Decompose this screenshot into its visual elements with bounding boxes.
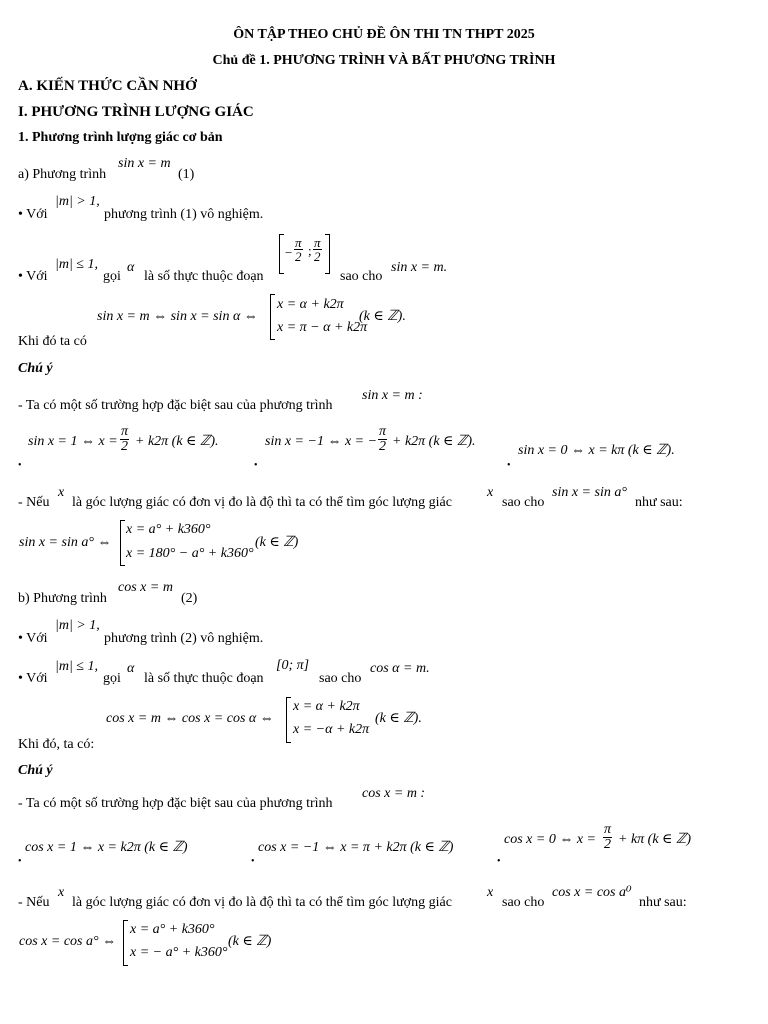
cos-special3-bullet: •	[497, 856, 501, 867]
sin-note-equation: sin x = m :	[362, 388, 423, 403]
sin-degree-x: x	[58, 485, 65, 500]
interval-right-bracket	[325, 234, 330, 274]
alpha-symbol: α	[127, 260, 135, 275]
cos-case2-equation: cos α = m.	[370, 661, 430, 676]
cos-case1-bullet: • Với	[18, 631, 48, 646]
cos-degree-text4: như sau:	[639, 895, 687, 910]
cos-degree-bracket	[123, 920, 128, 966]
sin-solution-row1: x = α + k2π	[277, 297, 344, 312]
sin-case2-equation: sin x = m.	[391, 260, 448, 275]
sin-special1-rhs: + k2π (k ∈ ℤ).	[135, 434, 219, 449]
sin-case2-text1: gọi	[103, 269, 121, 284]
sin-solution-lhs: sin x = m ⇔ sin x = sin α ⇔	[97, 309, 258, 324]
sin-degree-row1: x = a° + k360°	[126, 522, 211, 537]
sin-special2-rhs: + k2π (k ∈ ℤ).	[392, 434, 476, 449]
sin-degree-x2: x	[487, 485, 494, 500]
cos-special3-lhs: cos x = 0 ⇔ x =	[504, 832, 596, 847]
sin-special2-lhs: sin x = −1 ⇔ x = −	[265, 434, 378, 449]
cos-solution-k: (k ∈ ℤ).	[375, 711, 422, 726]
sin-special2-fraction: $\frac{\pi}{2}$	[379, 424, 387, 454]
sin-special3: sin x = 0 ⇔ x = kπ (k ∈ ℤ).	[518, 443, 675, 458]
cos-degree-k: (k ∈ ℤ)	[228, 934, 272, 949]
sin-degree-row2: x = 180° − a° + k360°	[126, 546, 254, 561]
sin-case2-bullet: • Với	[18, 269, 48, 284]
sin-degree-text4: như sau:	[635, 495, 683, 510]
sin-degree-text1: - Nếu	[18, 495, 50, 510]
cos-special3-rhs: + kπ (k ∈ ℤ)	[618, 832, 692, 847]
sin-note-heading: Chú ý	[18, 361, 53, 376]
sin-case2-text2: là số thực thuộc đoạn	[144, 269, 264, 284]
cos-special2-bullet: •	[251, 856, 255, 867]
cos-degree-text2: là góc lượng giác có đơn vị đo là độ thì ta có thể tìm góc lượng giác	[72, 895, 452, 910]
sin-case1-bullet: • Với	[18, 207, 48, 222]
sin-degree-equation: sin x = sin a°	[552, 485, 627, 500]
cos-solution-row1: x = α + k2π	[293, 699, 360, 714]
cos-solution-row2: x = −α + k2π	[293, 722, 370, 737]
cos-equation-number: (2)	[181, 591, 198, 606]
sin-case1-condition: |m| > 1,	[55, 194, 100, 209]
cos-case2-text2: là số thực thuộc đoạn	[144, 671, 264, 686]
sin-case1-text: phương trình (1) vô nghiệm.	[104, 207, 264, 222]
cos-degree-row2: x = − a° + k360°	[130, 945, 228, 960]
cos-alpha-symbol: α	[127, 661, 135, 676]
cos-degree-row1: x = a° + k360°	[130, 922, 215, 937]
cos-degree-x: x	[58, 885, 65, 900]
sin-special1-lhs: sin x = 1 ⇔ x =	[28, 434, 118, 449]
cos-note-equation: cos x = m :	[362, 786, 426, 801]
cos-solution-bracket	[286, 697, 291, 743]
sin-solution-bracket	[270, 294, 275, 340]
section-i-heading: I. PHƯƠNG TRÌNH LƯỢNG GIÁC	[18, 104, 254, 120]
sin-degree-bracket	[120, 520, 125, 566]
interval-right-fraction: $\frac{\pi}{2}$	[314, 235, 321, 264]
cos-case2-bullet: • Với	[18, 671, 48, 686]
cos-degree-x2: x	[487, 885, 494, 900]
sin-case2-condition: |m| ≤ 1,	[55, 257, 98, 272]
sin-special2-bullet: •	[254, 460, 258, 471]
section-a-heading: A. KIẾN THỨC CẦN NHỚ	[18, 78, 197, 94]
cos-interval: [0; π]	[276, 658, 310, 673]
sin-degree-lhs: sin x = sin a° ⇔	[19, 535, 112, 550]
sin-solution-row2: x = π − α + k2π	[277, 320, 368, 335]
sin-khido: Khi đó ta có	[18, 334, 87, 349]
cos-khido: Khi đó, ta có:	[18, 737, 95, 752]
cos-equation-label: b) Phương trình	[18, 591, 107, 606]
cos-solution-lhs: cos x = m ⇔ cos x = cos α ⇔	[106, 711, 274, 726]
sin-equation-number: (1)	[178, 167, 195, 182]
cos-case2-text1: gọi	[103, 671, 121, 686]
cos-case1-text: phương trình (2) vô nghiệm.	[104, 631, 264, 646]
sin-solution-k: (k ∈ ℤ).	[359, 309, 406, 324]
sin-equation: sin x = m	[118, 156, 171, 171]
cos-note-heading: Chú ý	[18, 763, 53, 778]
interval-separator: ;	[308, 243, 312, 258]
sin-degree-k: (k ∈ ℤ)	[255, 535, 299, 550]
interval-left-bracket	[279, 234, 284, 274]
cos-equation: cos x = m	[118, 580, 173, 595]
sin-special3-bullet: •	[507, 460, 511, 471]
cos-note-text: - Ta có một số trường hợp đặc biệt sau của phương trình	[18, 796, 333, 811]
document-title: ÔN TẬP THEO CHỦ ĐỀ ÔN THI TN THPT 2025	[233, 27, 535, 42]
cos-case2-condition: |m| ≤ 1,	[55, 659, 98, 674]
document-subtitle: Chủ đề 1. PHƯƠNG TRÌNH VÀ BẤT PHƯƠNG TRÌNH	[212, 53, 556, 68]
sin-degree-text2: là góc lượng giác có đơn vị đo là độ thì ta có thể tìm góc lượng giác	[72, 495, 452, 510]
cos-special1: cos x = 1 ⇔ x = k2π (k ∈ ℤ)	[25, 840, 188, 855]
sin-special1-fraction: $\frac{\pi}{2}$	[121, 424, 129, 454]
cos-special2: cos x = −1 ⇔ x = π + k2π (k ∈ ℤ)	[258, 840, 454, 855]
subsection-1-heading: 1. Phương trình lượng giác cơ bản	[18, 130, 223, 145]
cos-case2-text3: sao cho	[319, 671, 362, 686]
sin-special1-bullet: •	[18, 460, 22, 471]
cos-degree-lhs: cos x = cos a° ⇔	[19, 934, 117, 949]
cos-special3-fraction: $\frac{\pi}{2}$	[604, 822, 612, 852]
cos-degree-text3: sao cho	[502, 895, 545, 910]
cos-degree-equation: cos x = cos a⁰	[552, 885, 632, 900]
sin-note-text: - Ta có một số trường hợp đặc biệt sau của phương trình	[18, 398, 333, 413]
sin-degree-text3: sao cho	[502, 495, 545, 510]
cos-degree-text1: - Nếu	[18, 895, 50, 910]
interval-minus: −	[285, 245, 293, 260]
cos-case1-condition: |m| > 1,	[55, 618, 100, 633]
cos-special1-bullet: •	[18, 856, 22, 867]
sin-equation-label: a) Phương trình	[18, 167, 107, 182]
sin-case2-text3: sao cho	[340, 269, 383, 284]
interval-left-fraction: $\frac{\pi}{2}$	[295, 235, 302, 264]
